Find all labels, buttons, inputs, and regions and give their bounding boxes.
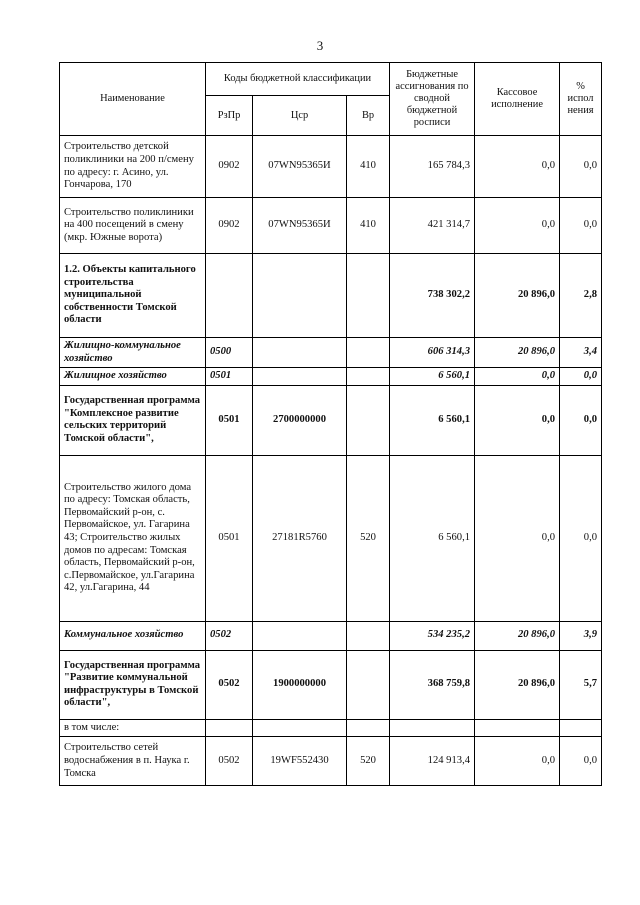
row-name: Жилищно-коммунальное хозяйство <box>60 338 206 368</box>
header-percent: % испол нения <box>560 63 602 136</box>
row-budget: 6 560,1 <box>390 368 475 386</box>
row-name: Строительство сетей водоснабжения в п. Наука г. Томска <box>60 737 206 786</box>
row-percent <box>560 719 602 737</box>
row-vr <box>347 385 390 455</box>
row-percent: 5,7 <box>560 650 602 719</box>
row-percent: 0,0 <box>560 737 602 786</box>
row-rzpr: 0502 <box>206 650 253 719</box>
row-csr: 07WN95365И <box>253 136 347 198</box>
row-vr <box>347 338 390 368</box>
row-cash: 0,0 <box>475 198 560 254</box>
row-budget: 6 560,1 <box>390 385 475 455</box>
row-rzpr: 0501 <box>206 385 253 455</box>
row-name: Жилищное хозяйство <box>60 368 206 386</box>
row-name: 1.2. Объекты капитального строительства муниципальной собственности Томской области <box>60 254 206 338</box>
table-row <box>60 719 602 737</box>
row-rzpr <box>206 254 253 338</box>
row-vr: 410 <box>347 136 390 198</box>
row-budget: 421 314,7 <box>390 198 475 254</box>
row-budget: 368 759,8 <box>390 650 475 719</box>
row-csr <box>253 368 347 386</box>
header-vr: Вр <box>347 96 390 136</box>
row-csr: 19WF552430 <box>253 737 347 786</box>
budget-table <box>59 62 602 786</box>
row-budget: 124 913,4 <box>390 737 475 786</box>
row-budget: 738 302,2 <box>390 254 475 338</box>
row-cash: 20 896,0 <box>475 254 560 338</box>
row-percent: 0,0 <box>560 385 602 455</box>
row-percent: 3,9 <box>560 621 602 650</box>
row-csr <box>253 719 347 737</box>
row-name: Строительство жилого дома по адресу: Томская область, Первомайский р-он, с. Первомайское, ул. Гагарина 43; Строительство жилых домов по адресам: Томская область, Первомайский р-он, с.Первомайское, ул.Гагарина 42, ул.Гагарина, 44 <box>60 455 206 621</box>
row-percent: 0,0 <box>560 368 602 386</box>
row-vr: 410 <box>347 198 390 254</box>
header-csr: Цср <box>253 96 347 136</box>
header-name: Наименование <box>60 63 206 136</box>
row-csr <box>253 621 347 650</box>
row-cash: 0,0 <box>475 368 560 386</box>
table-row <box>60 737 602 786</box>
header-cash: Кассовое исполнение <box>475 63 560 136</box>
table-row <box>60 455 602 621</box>
row-percent: 0,0 <box>560 136 602 198</box>
row-vr <box>347 719 390 737</box>
row-percent: 2,8 <box>560 254 602 338</box>
table-header-row <box>60 63 602 96</box>
row-cash: 0,0 <box>475 455 560 621</box>
table-row <box>60 254 602 338</box>
row-budget <box>390 719 475 737</box>
row-rzpr: 0902 <box>206 198 253 254</box>
row-cash: 0,0 <box>475 385 560 455</box>
table-row <box>60 338 602 368</box>
row-budget: 165 784,3 <box>390 136 475 198</box>
row-vr: 520 <box>347 455 390 621</box>
page-number: 3 <box>316 38 324 53</box>
row-budget: 6 560,1 <box>390 455 475 621</box>
row-rzpr: 0500 <box>206 338 253 368</box>
row-name: Государственная программа "Комплексное развитие сельских территорий Томской области", <box>60 385 206 455</box>
row-name: Коммунальное хозяйство <box>60 621 206 650</box>
header-rzpr: РзПр <box>206 96 253 136</box>
row-name: Строительство поликлиники на 400 посещений в смену (мкр. Южные ворота) <box>60 198 206 254</box>
row-vr <box>347 368 390 386</box>
header-budget: Бюджетные ассигнования по сводной бюджетной росписи <box>390 63 475 136</box>
row-percent: 0,0 <box>560 455 602 621</box>
row-budget: 606 314,3 <box>390 338 475 368</box>
row-cash: 0,0 <box>475 136 560 198</box>
row-csr: 27181R5760 <box>253 455 347 621</box>
table-row <box>60 650 602 719</box>
row-csr: 07WN95365И <box>253 198 347 254</box>
row-name: Строительство детской поликлиники на 200 п/смену по адресу: г. Асино, ул. Гончарова, 170 <box>60 136 206 198</box>
row-rzpr: 0501 <box>206 368 253 386</box>
row-vr <box>347 254 390 338</box>
row-csr: 1900000000 <box>253 650 347 719</box>
row-name: Государственная программа "Развитие коммунальной инфраструктуры в Томской области", <box>60 650 206 719</box>
row-vr: 520 <box>347 737 390 786</box>
row-vr <box>347 650 390 719</box>
row-budget: 534 235,2 <box>390 621 475 650</box>
row-cash: 20 896,0 <box>475 650 560 719</box>
row-rzpr: 0902 <box>206 136 253 198</box>
row-rzpr: 0502 <box>206 737 253 786</box>
table-row <box>60 136 602 198</box>
row-cash: 20 896,0 <box>475 621 560 650</box>
row-rzpr: 0502 <box>206 621 253 650</box>
row-cash: 20 896,0 <box>475 338 560 368</box>
row-percent: 3,4 <box>560 338 602 368</box>
table-row <box>60 621 602 650</box>
row-rzpr <box>206 719 253 737</box>
table-row <box>60 198 602 254</box>
row-rzpr: 0501 <box>206 455 253 621</box>
row-cash: 0,0 <box>475 737 560 786</box>
row-percent: 0,0 <box>560 198 602 254</box>
row-csr <box>253 254 347 338</box>
header-codes: Коды бюджетной классификации <box>206 63 390 96</box>
row-csr: 2700000000 <box>253 385 347 455</box>
row-name: в том числе: <box>60 719 206 737</box>
row-vr <box>347 621 390 650</box>
row-csr <box>253 338 347 368</box>
row-cash <box>475 719 560 737</box>
table-row <box>60 368 602 386</box>
table-row <box>60 385 602 455</box>
